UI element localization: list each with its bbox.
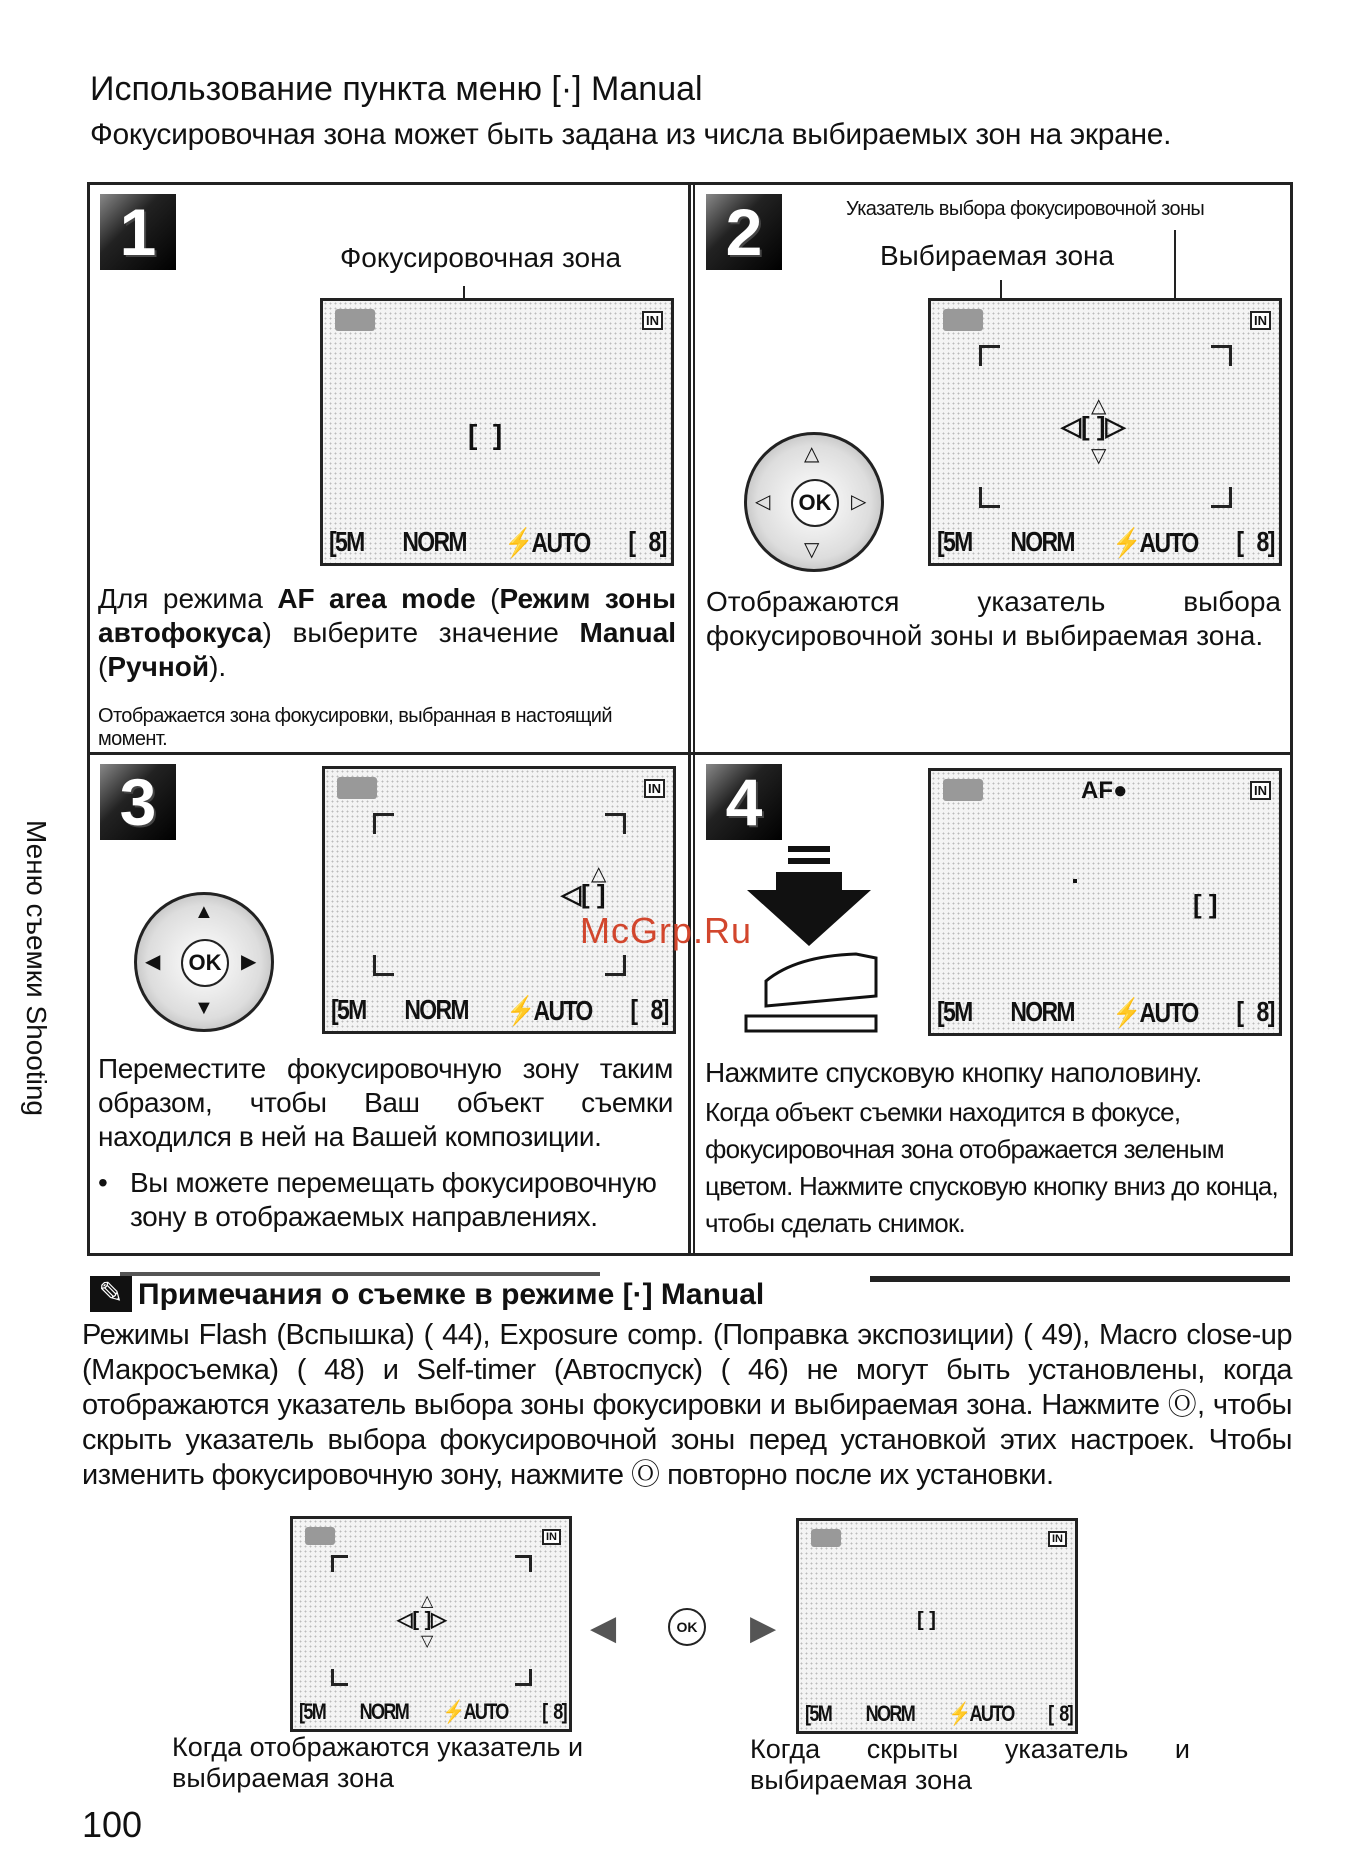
lcd-flash-mode: ⚡AUTO	[506, 995, 592, 1026]
corner-bracket-tl	[979, 345, 1000, 366]
step1-note: Отображается зона фокусировки, выбранная в настоящий момент.	[98, 705, 612, 750]
bottom-right-lcd-screen	[796, 1518, 1078, 1734]
ok-button-icon: OK	[791, 479, 839, 527]
corner-bracket-tr	[515, 1555, 532, 1572]
corner-bracket-br	[1211, 487, 1232, 508]
corner-bracket-tl	[331, 1555, 348, 1572]
panel-frame-left	[87, 182, 90, 1256]
arrow-left-icon: ◀	[590, 1609, 617, 1647]
corner-bracket-tr	[1211, 345, 1232, 366]
memory-icon: IN	[1250, 311, 1271, 330]
lcd-image-size: [5M	[937, 526, 972, 557]
lcd-flash-mode: ⚡AUTO	[1112, 997, 1198, 1028]
memory-icon: IN	[1250, 781, 1271, 800]
step2-dpad	[744, 432, 884, 572]
focus-area-bracket: [ ]	[468, 419, 503, 450]
step-number-2: 2	[706, 194, 782, 270]
page-subtitle: Фокусировочная зона может быть задана из числа выбираемых зон на экране.	[90, 118, 1172, 151]
corner-bracket-bl	[331, 1669, 348, 1686]
step3-dpad	[134, 892, 274, 1032]
lcd-exposure-count: [ 8]	[628, 526, 666, 557]
selection-pointer-up: △	[1091, 395, 1107, 417]
selection-pointer-down: ▽	[421, 1633, 434, 1650]
memory-icon: IN	[642, 311, 663, 330]
camera-mode-icon	[811, 1529, 841, 1547]
af-indicator: AF●	[1081, 777, 1128, 804]
selection-pointer-down: ▽	[1091, 445, 1107, 467]
lcd-flash-mode: ⚡AUTO	[948, 1701, 1014, 1726]
step-number-4: 4	[706, 764, 782, 840]
lcd-exposure-count: [ 8]	[542, 1699, 567, 1724]
step-number-3: 3	[100, 764, 176, 840]
step2-callout-label: Выбираемая зона	[880, 240, 1115, 271]
lcd-quality: NORM	[359, 1699, 409, 1724]
notes-rule-left	[120, 1272, 600, 1276]
corner-bracket-br	[605, 955, 626, 976]
focus-area-bracket: [ ]	[917, 1609, 936, 1631]
lcd-status-bar	[299, 1699, 566, 1725]
step4-text-line1: Нажмите спусковую кнопку наполовину.	[705, 1057, 1202, 1088]
lcd-status-bar	[805, 1701, 1072, 1727]
shutter-button-icon	[746, 1016, 876, 1031]
arrow-left-icon: ◀	[145, 951, 161, 973]
camera-mode-icon	[337, 777, 377, 799]
panel-frame-center	[688, 182, 691, 1256]
step1-lcd-screen	[320, 298, 674, 566]
sidebar-section-label: Меню съемки Shooting	[21, 820, 52, 1116]
lcd-image-size: [5M	[329, 526, 364, 557]
lcd-image-size: [5M	[805, 1701, 832, 1726]
camera-mode-icon	[943, 779, 983, 801]
step1-text: Для режима AF area mode (Режим зоны автофокуса) выберите значение Manual (Ручной).	[98, 583, 677, 682]
selection-pointer-up: △	[421, 1593, 434, 1610]
step2-text: Отображаются указатель выбора фокусировочной зоны и выбираемая зона.	[706, 586, 1281, 651]
lcd-image-size: [5M	[331, 994, 366, 1025]
step-number-1: 1	[100, 194, 176, 270]
focus-area-selectable: ◁[ ]▷	[397, 1609, 447, 1631]
lcd-quality: NORM	[865, 1701, 915, 1726]
shutter-press-illustration	[736, 846, 886, 1036]
ok-button-icon: OK	[181, 939, 229, 987]
page-title: Использование пункта меню [·] Manual	[90, 70, 703, 108]
step3-text: Переместите фокусировочную зону таким образом, чтобы Ваш объект съемки находился в ней на Вашей композиции.	[98, 1053, 673, 1152]
press-line-1	[788, 846, 830, 852]
arrow-right-icon: ▷	[851, 491, 867, 513]
lcd-status-bar	[937, 526, 1274, 559]
focus-area-selectable: ◁[ ]▷	[1061, 411, 1126, 441]
selection-pointer-up: △	[591, 863, 607, 885]
camera-mode-icon	[335, 309, 375, 331]
bullet-dot: •	[98, 1167, 108, 1198]
corner-bracket-br	[515, 1669, 532, 1686]
lcd-status-bar	[331, 994, 668, 1027]
camera-mode-icon	[305, 1527, 335, 1545]
lcd-quality: NORM	[1010, 526, 1074, 557]
step2-callout-top-label: Указатель выбора фокусировочной зоны	[846, 198, 1205, 220]
lcd-image-size: [5M	[299, 1699, 326, 1724]
lcd-flash-mode: ⚡AUTO	[442, 1699, 508, 1724]
notes-body: Режимы Flash (Вспышка) ( 44), Exposure comp. (Поправка экспозиции) ( 49), Macro close-up (Макросъемка) ( 48) и Self-timer (Автоспуск) ( 46) не могут быть установлены, когда отображаются указатель выбора зоны фокусировки и выбираемая зона. Нажмите Ⓞ, чтобы скрыть указатель выбора фокусировочной зоны перед установкой этих настроек. Чтобы изменить фокусировочную зону, нажмите Ⓞ повторно после их установки.	[82, 1319, 1292, 1491]
memory-icon: IN	[644, 779, 665, 798]
lcd-flash-mode: ⚡AUTO	[504, 527, 590, 558]
lcd-quality: NORM	[402, 526, 466, 557]
arrow-right-icon: ▶	[750, 1609, 777, 1647]
arrow-right-icon: ▶	[241, 951, 257, 973]
ok-button-icon: OK	[668, 1608, 706, 1646]
arrow-down-icon: ▼	[194, 997, 214, 1019]
lcd-status-bar	[329, 526, 666, 559]
center-dot	[1073, 879, 1077, 883]
step4-text-rest: Когда объект съемки находится в фокусе, фокусировочная зона отображается зеленым цветом. Нажмите спусковую кнопку вниз до конца, чтобы сделать снимок.	[705, 1097, 1278, 1238]
arrow-up-icon: ▲	[194, 901, 214, 923]
arrow-left-icon: ◁	[755, 491, 771, 513]
step1-callout-label: Фокусировочная зона	[340, 242, 622, 273]
pencil-icon: ✎	[90, 1276, 132, 1312]
corner-bracket-tr	[605, 813, 626, 834]
corner-bracket-tl	[373, 813, 394, 834]
notes-rule	[870, 1276, 1290, 1282]
step3-bullet: • Вы можете перемещать фокусировочную зону в отображаемых направлениях.	[98, 1167, 657, 1232]
corner-bracket-bl	[373, 955, 394, 976]
lcd-status-bar	[937, 996, 1274, 1029]
camera-mode-icon	[943, 309, 983, 331]
lcd-quality: NORM	[404, 994, 468, 1025]
lcd-exposure-count: [ 8]	[1048, 1701, 1073, 1726]
down-arrow-icon	[747, 872, 871, 946]
watermark: McGrp.Ru	[580, 910, 753, 951]
page-number: 100	[82, 1804, 143, 1845]
lcd-flash-mode: ⚡AUTO	[1112, 527, 1198, 558]
arrow-down-icon: ▽	[804, 539, 820, 561]
step2-lcd-screen	[928, 298, 1282, 566]
panel-frame-center2	[693, 182, 695, 1256]
bottom-left-lcd-screen	[290, 1516, 572, 1732]
notes-title: Примечания о съемке в режиме [·] Manual	[138, 1278, 765, 1311]
step3-lcd-screen	[322, 766, 676, 1034]
step4-lcd-screen	[928, 768, 1282, 1036]
lcd-exposure-count: [ 8]	[630, 994, 668, 1025]
memory-icon: IN	[1048, 1531, 1067, 1547]
press-line-2	[788, 858, 830, 864]
focus-area-selectable: ◁[ ]	[561, 879, 606, 909]
bottom-right-caption: Когда скрыты указатель и выбираемая зона	[750, 1734, 1190, 1795]
finger-icon	[766, 954, 876, 1006]
panel-frame-right	[1290, 182, 1293, 1256]
memory-icon: IN	[542, 1529, 561, 1545]
lcd-image-size: [5M	[937, 996, 972, 1027]
arrow-up-icon: △	[804, 443, 820, 465]
bottom-left-caption: Когда отображаются указатель и выбираемая зона	[172, 1732, 584, 1793]
focus-area-bracket: [ ]	[1193, 889, 1218, 919]
lcd-quality: NORM	[1010, 996, 1074, 1027]
lcd-exposure-count: [ 8]	[1236, 996, 1274, 1027]
corner-bracket-bl	[979, 487, 1000, 508]
lcd-exposure-count: [ 8]	[1236, 526, 1274, 557]
